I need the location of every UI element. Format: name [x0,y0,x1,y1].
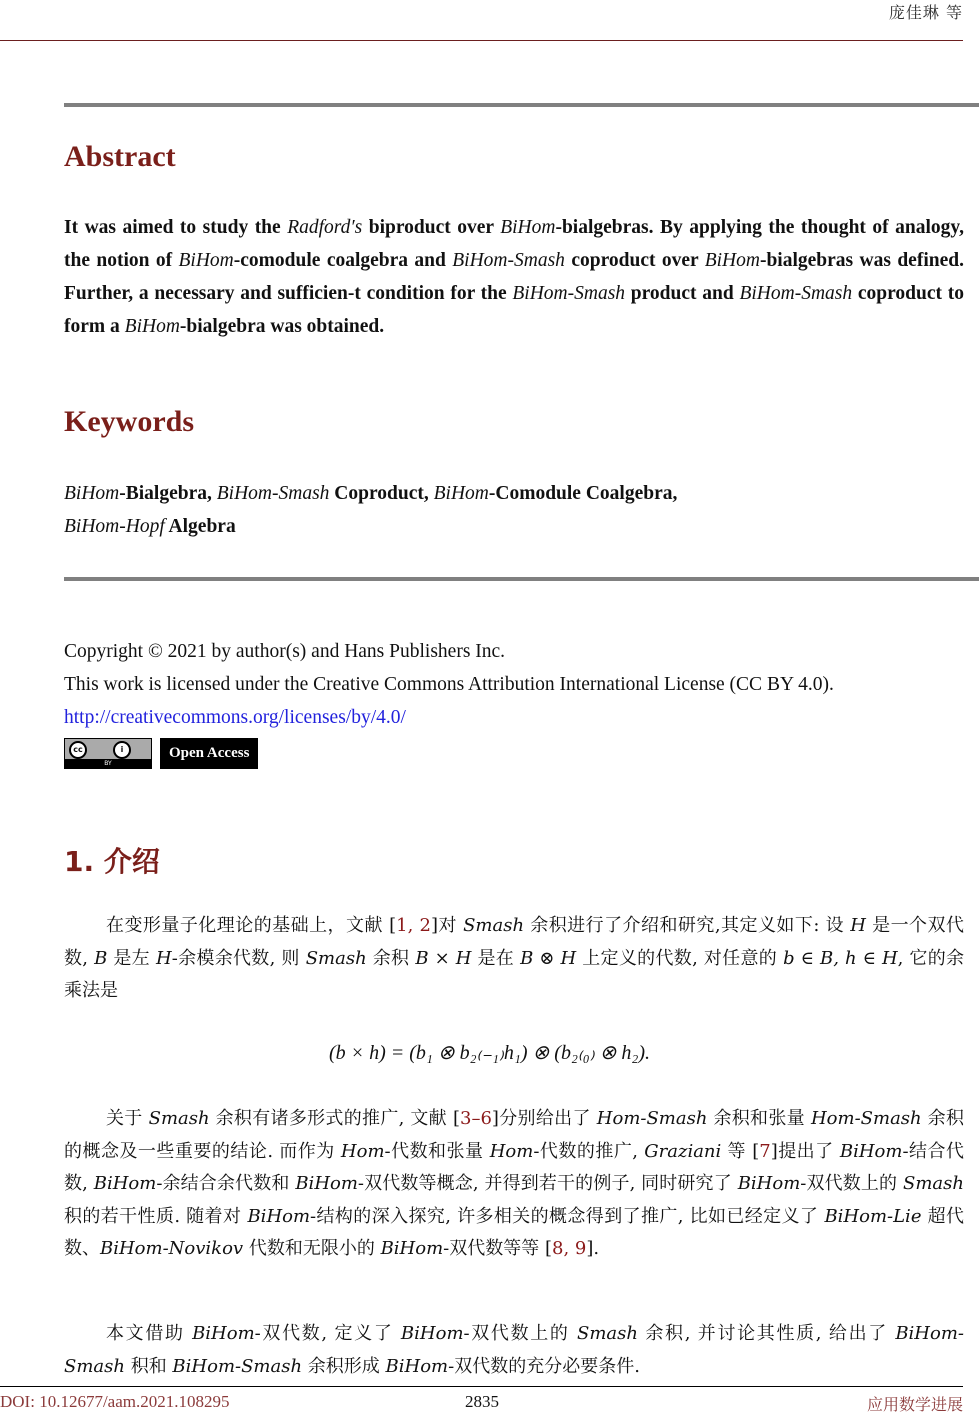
math: Hom [340,1140,385,1162]
math: B [94,947,108,969]
math: B × H [415,947,472,969]
citation-link[interactable]: 1, 2 [396,915,431,936]
text-run: 积和 [124,1355,173,1377]
intro-paragraph-3 [64,1318,964,1383]
footer-doi[interactable]: DOI: 10.12677/aam.2021.108295 [0,1392,230,1411]
math: Smash [148,1108,210,1129]
keywords-list [64,477,964,543]
text-run: -结合代数, [64,1140,964,1194]
attribution-icon: i [113,741,131,759]
abstract-text-run: -comodule coalgebra and [233,250,453,271]
math: Smash [463,915,525,936]
keyword-math: BiHom [64,483,120,504]
text-run: 分别给出了 [498,1108,597,1129]
math: H [155,947,172,969]
text-run: 积的若干性质. 随着对 [64,1205,248,1227]
text-run: -双代数等概念, 并得到若干的例子, 同时研究了 [357,1173,738,1194]
math: BiHom [93,1173,157,1194]
keyword-math: BiHom [433,483,489,504]
text-run: 余积, 并讨论其性质, 给出了 [637,1323,896,1344]
keyword-text: Coproduct, [329,483,429,504]
math: Smash [577,1323,638,1344]
abstract-math: BiHom-Smash [452,250,565,271]
math: BiHom [400,1323,464,1344]
equation-text: (b × h) = (b₁ ⊗ b₂₍₋₁₎h₁) ⊗ (b₂₍₀₎ ⊗ h₂). [328,1042,651,1064]
abstract-text-run: biproduct over [362,217,501,238]
text-run: -余模余代数, 则 [171,947,306,969]
math: Smash [305,947,367,969]
math: BiHom [737,1173,801,1194]
abstract-math: BiHom [178,250,234,271]
abstract-text-run: coproduct over [564,250,705,271]
text-run: , 它的余乘法是 [64,947,965,1001]
text-run: 对 [437,915,464,936]
intro-paragraph-1: 在变形量子化理论的基础上，文献 [1, 2]对 Smash 余积进行了介绍和研究,其定义如下: 设 H 是一个双代数, B 是左 H-余模余代数, 则 Smash 余积 B × H 是在 B ⊗ H 上定义的代数, 对任意的 b ∈ B, h ∈ H, 它的余乘法是 [64,915,965,1001]
text-run: 上定义的代数, 对任意的 [576,947,784,969]
abstract-heading: Abstract [64,140,176,173]
math: Graziani [644,1140,722,1162]
text-run: -余结合余代数和 [156,1173,296,1194]
citation-link[interactable]: 8, 9 [552,1238,587,1259]
copyright-line: Copyright © 2021 by author(s) and Hans Publishers Inc. [64,641,506,662]
keyword-math: BiHom-Smash [216,483,330,504]
footer-journal-name: 应用数学进展 [866,1395,963,1414]
math: Hom-Smash [596,1108,708,1129]
abstract-text-run: -bialgebra was obtained. [179,316,385,337]
open-access-badge: Open Access [160,738,258,769]
header-divider [0,40,963,41]
text-run: 代数和无限小的 [243,1238,381,1259]
abstract-math: BiHom-Smash [512,283,626,304]
text-run: 超代数、 [64,1205,964,1259]
text-run: -双代数, 定义了 [254,1323,401,1344]
by-label: BY [65,759,151,768]
text-run: 余积进行了介绍和研究,其定义如下: 设 [524,915,851,936]
text-run: 提出了 [777,1140,840,1162]
math: H [850,915,866,936]
intro-paragraph-2: 关于 Smash 余积有诸多形式的推广, 文献 [3–6]分别给出了 Hom-Smash 余积和张量 Hom-Smash 余积的概念及一些重要的结论. 而作为 Hom-代数和张量 Hom-代数的推广, Graziani 等 [7]提出了 BiHom-结合代数, BiHom-余结合余代数和 BiHom-双代数等概念, 并得到若干的例子, 同时研究了 BiHom-双代数上的 Smash 积的若干性质. 随着对 BiHom-结构的深入探究, 许多相关的概念得到了推广, 比如已经定义了 BiHom-Lie 超代数、BiHom-Novikov 代数和无限小的 BiHom-双代数等等 [8, 9]. [64,1108,964,1259]
citation-link[interactable]: 3–6 [460,1108,492,1129]
abstract-text [64,211,964,343]
math: BiHom [380,1238,444,1259]
text-run: 是左 [107,947,156,969]
text-run: 余积形成 [302,1355,386,1377]
copyright-block [64,635,974,734]
math: BiHom [295,1173,358,1194]
keyword-text: -Comodule Coalgebra, [488,483,678,504]
math: BiHom [192,1323,255,1344]
abstract-text-run: It was aimed to study the [64,217,288,238]
text-run: 在变形量子化理论的基础上，文献 [106,915,390,936]
math: BiHom [839,1140,903,1162]
text-run: -代数的推广, [533,1140,645,1162]
abstract-top-rule [64,103,979,107]
math: B ⊗ H [520,947,577,969]
math: Smash [903,1173,964,1194]
abstract-text-run: -bialgebras was defined. Further, a necessary and sufficien-t condition for the [64,250,964,304]
math: BiHom [247,1205,311,1227]
page-number: 2835 [465,1392,499,1411]
text-run: -双代数上的 [463,1323,577,1344]
abstract-math: BiHom-Smash [739,283,853,304]
running-header-author: 庞佳琳 等 [888,3,963,22]
keywords-heading: Keywords [64,405,194,438]
cc-by-badge[interactable] [64,738,152,769]
text-run: 余积的概念及一些重要的结论. 而作为 [64,1108,964,1162]
keyword-text: -Bialgebra, [119,483,212,504]
text-run: -结构的深入探究, 许多相关的概念得到了推广, 比如已经定义了 [310,1205,825,1227]
abstract-text-run: -bialgebras. By applying the thought of analogy, the notion of [64,217,964,271]
abstract-math: Radford′s [287,217,363,238]
math: BiHom-Smash [64,1323,964,1377]
abstract-bottom-rule [64,577,979,581]
text-run: 是一个双代数, [64,915,964,969]
keyword-math: BiHom-Hopf [64,516,165,537]
text-run: 余积 [366,947,416,969]
math: BiHom-Smash [172,1355,303,1377]
text-run: 是在 [471,947,521,969]
citation-link[interactable]: 7 [759,1140,771,1162]
abstract-math: BiHom [704,250,760,271]
keyword-text: Algebra [164,516,236,537]
math: BiHom-Lie [824,1205,922,1227]
text-run: -双代数等等 [443,1238,545,1259]
math: BiHom-Novikov [100,1238,244,1259]
text-run: 余积和张量 [707,1108,811,1129]
text-run: -双代数上的 [800,1173,904,1194]
text-run: . [593,1238,600,1259]
abstract-text-run: product and [625,283,740,304]
text-run: -代数和张量 [384,1140,490,1162]
footer-divider [0,1386,963,1387]
abstract-math: BiHom [124,316,180,337]
text-run: -双代数的充分必要条件. [448,1355,640,1377]
math: b ∈ B, h ∈ H [783,947,898,969]
text-run: 等 [721,1140,753,1162]
abstract-text-run: coproduct to form a [64,283,964,337]
cc-icon: cc [69,741,87,759]
section-1-heading: 1. 介绍 [64,845,160,878]
text-run: 余积有诸多形式的推广, 文献 [209,1108,453,1129]
math: Hom-Smash [810,1108,922,1129]
abstract-math: BiHom [500,217,556,238]
math: BiHom [385,1355,449,1377]
license-line: This work is licensed under the Creative Commons Attribution International License (CC BY 4.0). [64,674,834,695]
license-badges [64,738,258,769]
math: Hom [489,1140,534,1162]
coproduct-equation [0,1040,979,1065]
text-run: 本文借助 [106,1323,193,1344]
license-link[interactable]: http://creativecommons.org/licenses/by/4.0/ [64,707,406,728]
text-run: 关于 [106,1108,149,1129]
